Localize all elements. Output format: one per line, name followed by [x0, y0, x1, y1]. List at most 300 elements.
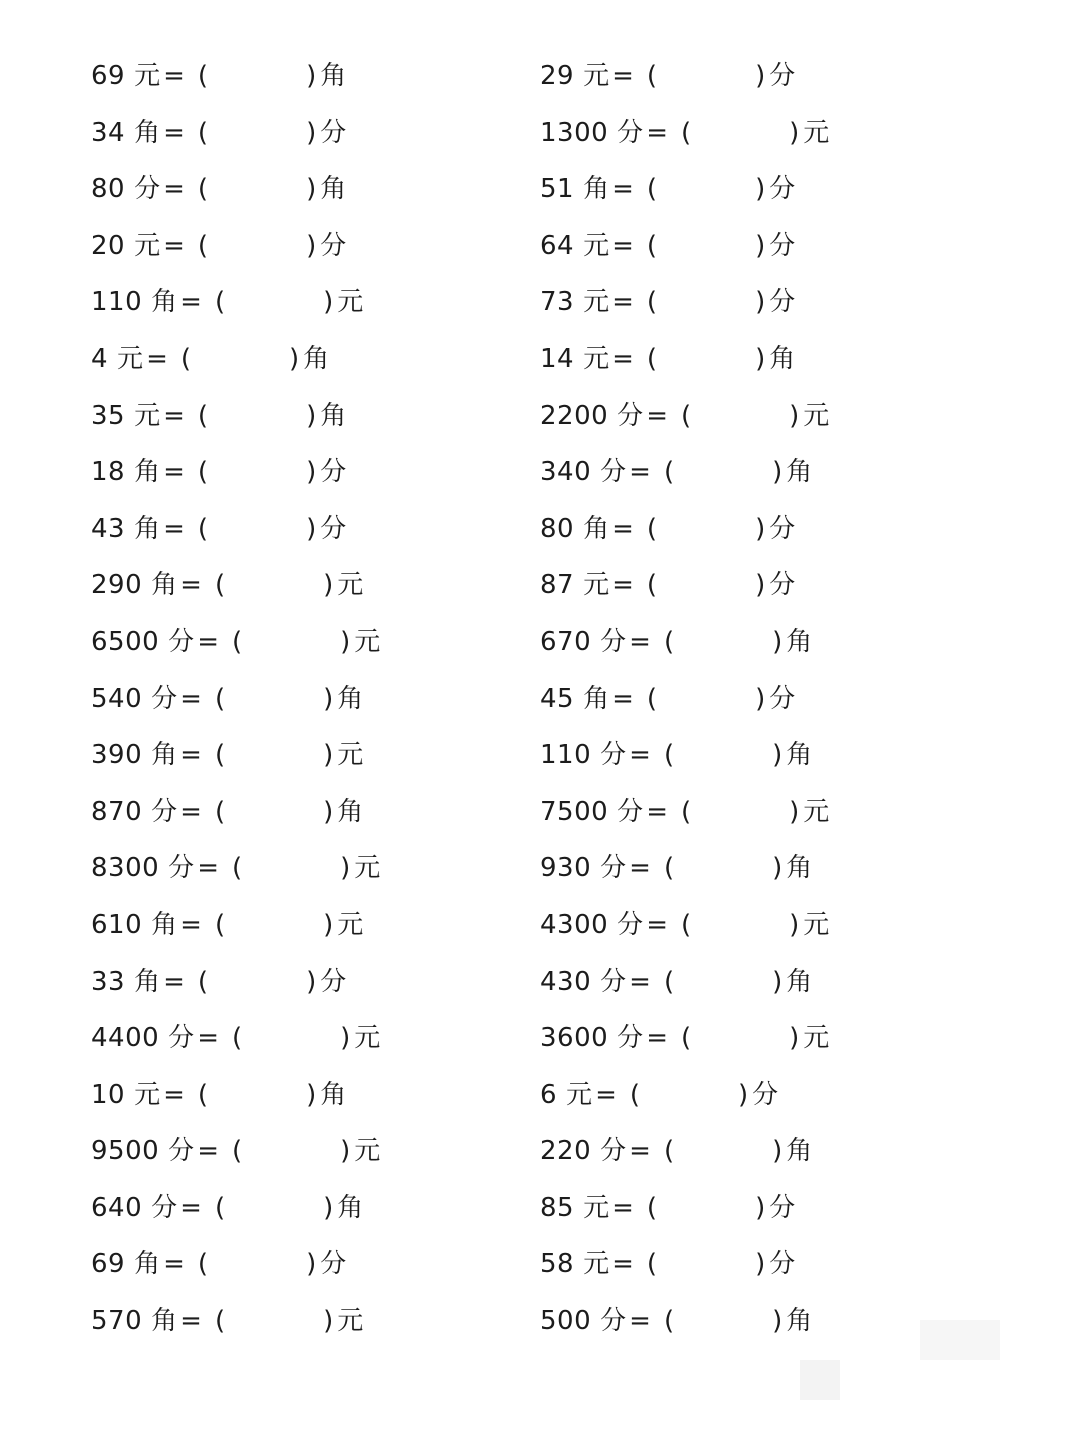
- conversion-problem: [540, 274, 829, 331]
- conversion-problem: [540, 1236, 829, 1293]
- to-unit: 分: [320, 457, 347, 488]
- from-unit: 分: [617, 909, 644, 940]
- equals-sign: =: [629, 1136, 651, 1167]
- close-paren: ): [323, 740, 334, 771]
- equals-sign: =: [612, 570, 634, 601]
- close-paren: ): [772, 853, 783, 884]
- open-paren: (: [646, 174, 658, 205]
- equals-sign: =: [180, 909, 202, 940]
- to-unit: 角: [320, 400, 347, 431]
- conversion-problem: [540, 671, 829, 728]
- open-paren: (: [629, 1079, 641, 1110]
- close-paren: ): [306, 457, 317, 488]
- from-unit: 分: [168, 853, 195, 884]
- close-paren: ): [755, 513, 766, 544]
- to-unit: 角: [786, 1136, 813, 1167]
- conversion-problem: [540, 727, 829, 784]
- conversion-problem: [91, 727, 380, 784]
- equals-sign: =: [629, 626, 651, 657]
- to-unit: 分: [769, 230, 796, 261]
- close-paren: ): [755, 287, 766, 318]
- problem-value: 10: [91, 1079, 126, 1110]
- close-paren: ): [772, 626, 783, 657]
- problem-value: 58: [540, 1249, 575, 1280]
- problem-value: 290: [91, 570, 143, 601]
- close-paren: ): [789, 1023, 800, 1054]
- close-paren: ): [755, 343, 766, 374]
- conversion-problem: [540, 105, 829, 162]
- open-paren: (: [214, 796, 226, 827]
- equals-sign: =: [646, 796, 668, 827]
- to-unit: 元: [337, 909, 364, 940]
- open-paren: (: [646, 1192, 658, 1223]
- problem-value: 500: [540, 1306, 592, 1337]
- equals-sign: =: [163, 457, 185, 488]
- close-paren: ): [789, 796, 800, 827]
- problem-value: 3600: [540, 1023, 609, 1054]
- problem-value: 85: [540, 1192, 575, 1223]
- open-paren: (: [197, 400, 209, 431]
- problem-value: 4: [91, 343, 109, 374]
- equals-sign: =: [646, 117, 668, 148]
- open-paren: (: [231, 1136, 243, 1167]
- conversion-problem: [540, 614, 829, 671]
- conversion-problem: [540, 784, 829, 841]
- problem-value: 2200: [540, 400, 609, 431]
- problem-value: 73: [540, 287, 575, 318]
- open-paren: (: [646, 61, 658, 91]
- open-paren: (: [214, 570, 226, 601]
- conversion-problem: [540, 331, 829, 388]
- equals-sign: =: [612, 513, 634, 544]
- close-paren: ): [755, 1192, 766, 1223]
- close-paren: ): [306, 1079, 317, 1110]
- from-unit: 分: [151, 1192, 178, 1223]
- conversion-problem: [91, 1010, 380, 1067]
- from-unit: 分: [134, 174, 161, 205]
- to-unit: 角: [320, 1079, 347, 1110]
- close-paren: ): [340, 853, 351, 884]
- equals-sign: =: [612, 61, 634, 91]
- to-unit: 分: [769, 683, 796, 714]
- close-paren: ): [323, 683, 334, 714]
- problem-value: 930: [540, 853, 592, 884]
- to-unit: 角: [786, 1306, 813, 1337]
- close-paren: ): [306, 174, 317, 205]
- problem-value: 29: [540, 61, 575, 91]
- open-paren: (: [663, 966, 675, 997]
- open-paren: (: [680, 796, 692, 827]
- from-unit: 元: [583, 343, 610, 374]
- open-paren: (: [197, 174, 209, 205]
- to-unit: 分: [320, 230, 347, 261]
- to-unit: 角: [320, 174, 347, 205]
- from-unit: 角: [583, 174, 610, 205]
- conversion-problem: [91, 897, 380, 954]
- problem-value: 45: [540, 683, 575, 714]
- from-unit: 元: [566, 1079, 593, 1110]
- equals-sign: =: [163, 1079, 185, 1110]
- open-paren: (: [663, 1306, 675, 1337]
- problem-value: 69: [91, 1249, 126, 1280]
- close-paren: ): [755, 174, 766, 205]
- right-problem-column: [540, 48, 829, 1350]
- close-paren: ): [306, 513, 317, 544]
- equals-sign: =: [612, 683, 634, 714]
- to-unit: 分: [769, 61, 796, 91]
- from-unit: 分: [600, 966, 627, 997]
- open-paren: (: [646, 513, 658, 544]
- close-paren: ): [323, 909, 334, 940]
- to-unit: 元: [803, 909, 830, 940]
- conversion-problem: [91, 105, 380, 162]
- to-unit: 分: [769, 174, 796, 205]
- close-paren: ): [323, 1192, 334, 1223]
- open-paren: (: [214, 287, 226, 318]
- to-unit: 角: [786, 853, 813, 884]
- problem-value: 34: [91, 117, 126, 148]
- to-unit: 分: [769, 287, 796, 318]
- problem-value: 870: [91, 796, 143, 827]
- problem-value: 340: [540, 457, 592, 488]
- close-paren: ): [306, 61, 317, 91]
- equals-sign: =: [163, 61, 185, 91]
- from-unit: 元: [583, 287, 610, 318]
- open-paren: (: [197, 966, 209, 997]
- from-unit: 角: [151, 909, 178, 940]
- from-unit: 分: [168, 1023, 195, 1054]
- conversion-problem: [91, 1123, 380, 1180]
- open-paren: (: [663, 457, 675, 488]
- from-unit: 元: [117, 343, 144, 374]
- problem-value: 87: [540, 570, 575, 601]
- open-paren: (: [663, 1136, 675, 1167]
- close-paren: ): [289, 343, 300, 374]
- conversion-problem: [540, 1293, 829, 1350]
- open-paren: (: [680, 117, 692, 148]
- close-paren: ): [340, 1136, 351, 1167]
- open-paren: (: [214, 1306, 226, 1337]
- from-unit: 角: [134, 117, 161, 148]
- equals-sign: =: [646, 1023, 668, 1054]
- problem-value: 64: [540, 230, 575, 261]
- problem-value: 540: [91, 683, 143, 714]
- open-paren: (: [214, 1192, 226, 1223]
- problem-value: 390: [91, 740, 143, 771]
- conversion-problem: [91, 48, 380, 105]
- conversion-problem: [91, 1293, 380, 1350]
- from-unit: 分: [600, 457, 627, 488]
- close-paren: ): [772, 457, 783, 488]
- equals-sign: =: [180, 287, 202, 318]
- open-paren: (: [214, 740, 226, 771]
- conversion-problem: [91, 784, 380, 841]
- from-unit: 角: [151, 287, 178, 318]
- open-paren: (: [646, 287, 658, 318]
- to-unit: 元: [803, 117, 830, 148]
- from-unit: 分: [600, 1136, 627, 1167]
- equals-sign: =: [163, 174, 185, 205]
- open-paren: (: [197, 117, 209, 148]
- to-unit: 元: [337, 570, 364, 601]
- conversion-problem: [540, 1010, 829, 1067]
- problem-value: 570: [91, 1306, 143, 1337]
- from-unit: 分: [151, 796, 178, 827]
- equals-sign: =: [180, 1306, 202, 1337]
- to-unit: 元: [803, 400, 830, 431]
- conversion-problem: [540, 161, 829, 218]
- problem-value: 43: [91, 513, 126, 544]
- to-unit: 角: [769, 343, 796, 374]
- open-paren: (: [680, 400, 692, 431]
- conversion-problem: [91, 840, 380, 897]
- equals-sign: =: [163, 117, 185, 148]
- close-paren: ): [306, 400, 317, 431]
- conversion-problem: [540, 1123, 829, 1180]
- conversion-problem: [540, 501, 829, 558]
- to-unit: 元: [803, 796, 830, 827]
- from-unit: 角: [134, 457, 161, 488]
- equals-sign: =: [629, 740, 651, 771]
- problem-value: 640: [91, 1192, 143, 1223]
- close-paren: ): [323, 570, 334, 601]
- conversion-problem: [540, 444, 829, 501]
- from-unit: 角: [134, 1249, 161, 1280]
- conversion-problem: [540, 954, 829, 1011]
- conversion-problem: [540, 840, 829, 897]
- from-unit: 角: [151, 1306, 178, 1337]
- open-paren: (: [197, 61, 209, 91]
- from-unit: 分: [617, 796, 644, 827]
- from-unit: 元: [583, 1249, 610, 1280]
- problem-value: 4300: [540, 909, 609, 940]
- close-paren: ): [772, 1306, 783, 1337]
- close-paren: ): [789, 400, 800, 431]
- open-paren: (: [197, 1249, 209, 1280]
- problem-value: 4400: [91, 1023, 160, 1054]
- to-unit: 元: [354, 626, 381, 657]
- open-paren: (: [680, 909, 692, 940]
- problem-value: 33: [91, 966, 126, 997]
- from-unit: 分: [617, 117, 644, 148]
- open-paren: (: [663, 740, 675, 771]
- problem-value: 1300: [540, 117, 609, 148]
- problem-value: 670: [540, 626, 592, 657]
- problem-value: 6500: [91, 626, 160, 657]
- open-paren: (: [231, 853, 243, 884]
- conversion-problem: [91, 557, 380, 614]
- to-unit: 角: [786, 966, 813, 997]
- to-unit: 角: [337, 683, 364, 714]
- close-paren: ): [772, 740, 783, 771]
- to-unit: 分: [320, 117, 347, 148]
- problem-value: 14: [540, 343, 575, 374]
- equals-sign: =: [180, 683, 202, 714]
- left-problem-column: [91, 48, 380, 1350]
- equals-sign: =: [646, 909, 668, 940]
- close-paren: ): [789, 117, 800, 148]
- close-paren: ): [755, 230, 766, 261]
- conversion-problem: [91, 614, 380, 671]
- to-unit: 元: [337, 1306, 364, 1337]
- conversion-problem: [540, 48, 829, 105]
- problem-value: 220: [540, 1136, 592, 1167]
- from-unit: 分: [600, 740, 627, 771]
- open-paren: (: [214, 909, 226, 940]
- problem-value: 51: [540, 174, 575, 205]
- close-paren: ): [306, 230, 317, 261]
- from-unit: 元: [134, 1079, 161, 1110]
- open-paren: (: [197, 230, 209, 261]
- open-paren: (: [180, 343, 192, 374]
- equals-sign: =: [646, 400, 668, 431]
- from-unit: 元: [134, 61, 161, 91]
- equals-sign: =: [612, 230, 634, 261]
- conversion-problem: [540, 218, 829, 275]
- close-paren: ): [340, 626, 351, 657]
- conversion-problem: [91, 1236, 380, 1293]
- conversion-problem: [540, 1180, 829, 1237]
- conversion-problem: [91, 161, 380, 218]
- equals-sign: =: [612, 287, 634, 318]
- close-paren: ): [772, 1136, 783, 1167]
- equals-sign: =: [197, 853, 219, 884]
- from-unit: 角: [151, 740, 178, 771]
- to-unit: 分: [769, 1249, 796, 1280]
- conversion-problem: [91, 331, 380, 388]
- from-unit: 元: [583, 1192, 610, 1223]
- to-unit: 元: [354, 1136, 381, 1167]
- equals-sign: =: [612, 1192, 634, 1223]
- open-paren: (: [646, 1249, 658, 1280]
- close-paren: ): [772, 966, 783, 997]
- close-paren: ): [789, 909, 800, 940]
- equals-sign: =: [180, 1192, 202, 1223]
- conversion-problem: [540, 897, 829, 954]
- from-unit: 角: [583, 513, 610, 544]
- from-unit: 分: [600, 1306, 627, 1337]
- equals-sign: =: [612, 174, 634, 205]
- equals-sign: =: [629, 853, 651, 884]
- open-paren: (: [646, 683, 658, 714]
- equals-sign: =: [163, 1249, 185, 1280]
- problem-value: 610: [91, 909, 143, 940]
- to-unit: 分: [752, 1079, 779, 1110]
- problem-value: 8300: [91, 853, 160, 884]
- close-paren: ): [323, 796, 334, 827]
- from-unit: 分: [168, 626, 195, 657]
- equals-sign: =: [629, 457, 651, 488]
- to-unit: 分: [320, 513, 347, 544]
- close-paren: ): [306, 966, 317, 997]
- to-unit: 分: [769, 513, 796, 544]
- problem-value: 110: [91, 287, 143, 318]
- open-paren: (: [663, 626, 675, 657]
- to-unit: 元: [337, 287, 364, 318]
- close-paren: ): [738, 1079, 749, 1110]
- open-paren: (: [680, 1023, 692, 1054]
- equals-sign: =: [197, 626, 219, 657]
- close-paren: ): [323, 287, 334, 318]
- from-unit: 角: [151, 570, 178, 601]
- problem-value: 20: [91, 230, 126, 261]
- to-unit: 元: [354, 853, 381, 884]
- open-paren: (: [197, 457, 209, 488]
- to-unit: 元: [337, 740, 364, 771]
- conversion-problem: [91, 501, 380, 558]
- from-unit: 角: [134, 966, 161, 997]
- equals-sign: =: [163, 966, 185, 997]
- from-unit: 角: [134, 513, 161, 544]
- from-unit: 分: [168, 1136, 195, 1167]
- close-paren: ): [306, 117, 317, 148]
- to-unit: 角: [786, 626, 813, 657]
- equals-sign: =: [629, 966, 651, 997]
- equals-sign: =: [629, 1306, 651, 1337]
- to-unit: 角: [320, 61, 347, 91]
- open-paren: (: [646, 343, 658, 374]
- to-unit: 角: [337, 1192, 364, 1223]
- from-unit: 元: [583, 570, 610, 601]
- equals-sign: =: [163, 513, 185, 544]
- scan-artifact: [800, 1360, 840, 1400]
- conversion-problem: [91, 671, 380, 728]
- conversion-problem: [91, 274, 380, 331]
- problem-value: 9500: [91, 1136, 160, 1167]
- equals-sign: =: [180, 740, 202, 771]
- equals-sign: =: [197, 1136, 219, 1167]
- from-unit: 分: [151, 683, 178, 714]
- close-paren: ): [306, 1249, 317, 1280]
- problem-value: 7500: [540, 796, 609, 827]
- to-unit: 角: [786, 740, 813, 771]
- to-unit: 分: [769, 1192, 796, 1223]
- open-paren: (: [197, 1079, 209, 1110]
- open-paren: (: [197, 513, 209, 544]
- from-unit: 元: [583, 61, 610, 91]
- to-unit: 元: [803, 1023, 830, 1054]
- open-paren: (: [231, 1023, 243, 1054]
- close-paren: ): [323, 1306, 334, 1337]
- from-unit: 分: [600, 626, 627, 657]
- from-unit: 元: [583, 230, 610, 261]
- conversion-problem: [540, 557, 829, 614]
- problem-value: 35: [91, 400, 126, 431]
- conversion-problem: [91, 444, 380, 501]
- to-unit: 角: [303, 343, 330, 374]
- conversion-problem: [540, 1067, 829, 1124]
- to-unit: 分: [769, 570, 796, 601]
- conversion-problem: [91, 218, 380, 275]
- equals-sign: =: [163, 230, 185, 261]
- equals-sign: =: [180, 570, 202, 601]
- to-unit: 分: [320, 1249, 347, 1280]
- equals-sign: =: [163, 400, 185, 431]
- conversion-problem: [540, 388, 829, 445]
- equals-sign: =: [180, 796, 202, 827]
- open-paren: (: [646, 570, 658, 601]
- close-paren: ): [755, 61, 766, 91]
- problem-value: 110: [540, 740, 592, 771]
- close-paren: ): [755, 570, 766, 601]
- equals-sign: =: [146, 343, 168, 374]
- equals-sign: =: [197, 1023, 219, 1054]
- equals-sign: =: [595, 1079, 617, 1110]
- scan-artifact: [920, 1320, 1000, 1360]
- to-unit: 角: [337, 796, 364, 827]
- conversion-problem: [91, 1067, 380, 1124]
- from-unit: 元: [134, 230, 161, 261]
